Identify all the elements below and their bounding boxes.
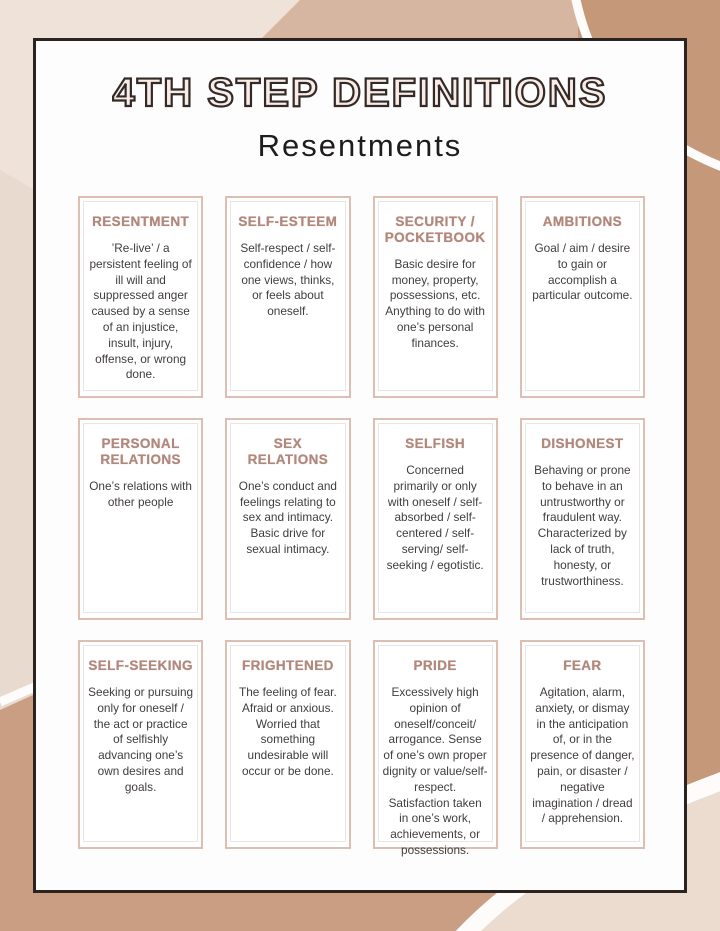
card-body: Concerned primarily or only with oneself / self-absorbed / self-centered / self-serving/ self-seeking / egotistic. [386,462,484,572]
card-inner-frame [525,201,640,391]
definition-card-self-esteem [225,196,350,398]
card-inner-frame [378,423,493,613]
card-inner-frame [230,645,345,842]
definition-card-personal-relations [78,418,203,620]
definition-card-frightened [225,640,350,849]
definition-card-security-pocketbook [373,196,498,398]
card-title: DISHONEST [541,436,624,451]
card-title: SELF-ESTEEM [238,214,338,229]
definitions-grid [78,196,645,857]
definition-card-pride [373,640,498,857]
card-inner-frame [83,423,198,613]
card-body: Goal / aim / desire to gain or accomplish a particular outcome. [532,240,633,303]
card-title: SELFISH [405,436,466,451]
card-title: SEX RELATIONS [247,436,329,467]
card-inner-frame [378,645,493,857]
poster-title: 4TH STEP DEFINITIONS [112,71,608,115]
card-body: Excessively high opinion of oneself/conceit/ arrogance. Sense of one’s own proper dignity or value/self-respect. Satisfaction taken in one’s work, achievements, or possessions. [382,684,488,857]
card-title: SELF-SEEKING [88,658,193,673]
definition-card-sex-relations [225,418,350,620]
card-body: Basic desire for money, property, possessions, etc. Anything to do with one’s personal finances. [385,256,485,350]
definition-card-fear [520,640,645,849]
card-title: SECURITY / POCKETBOOK [384,214,486,245]
card-inner-frame [83,201,198,391]
card-title: PERSONAL RELATIONS [100,436,181,467]
card-inner-frame [230,201,345,391]
card-inner-frame [378,201,493,391]
card-body: ’Re-live’ / a persistent feeling of ill will and suppressed anger caused by a sense of an injustice, insult, injury, offense, or wrong done. [89,240,192,382]
definition-card-dishonest [520,418,645,620]
card-body: One’s conduct and feelings relating to sex and intimacy. Basic drive for sexual intimacy. [238,478,337,557]
card-body: Behaving or prone to behave in an untrustworthy or fraudulent way. Characterized by lack of truth, honesty, or trustworthiness. [534,462,631,588]
card-title: AMBITIONS [542,214,623,229]
card-body: One’s relations with other people [89,478,192,509]
definition-card-ambitions [520,196,645,398]
card-title: PRIDE [413,658,457,673]
card-inner-frame [525,645,640,842]
card-body: The feeling of fear. Afraid or anxious. Worried that something undesirable will occur or be done. [239,684,337,778]
card-title: RESENTMENT [92,214,190,229]
card-body: Self-respect / self-confidence / how one views, thinks, or feels about oneself. [240,240,336,319]
card-inner-frame [83,645,198,842]
definition-card-resentment [78,196,203,398]
card-title: FRIGHTENED [242,658,334,673]
card-inner-frame [230,423,345,613]
card-body: Seeking or pursuing only for oneself / the act or practice of selfishly advancing one’s own desires and goals. [88,684,194,794]
definition-card-self-seeking [78,640,203,849]
definition-card-selfish [373,418,498,620]
poster-panel [33,38,687,893]
card-inner-frame [525,423,640,613]
poster-subtitle: Resentments [257,128,463,163]
card-body: Agitation, alarm, anxiety, or dismay in the anticipation of, or in the presence of danger, pain, or disaster / negative imagination / dread / apprehension. [530,684,635,826]
card-title: FEAR [563,658,602,673]
